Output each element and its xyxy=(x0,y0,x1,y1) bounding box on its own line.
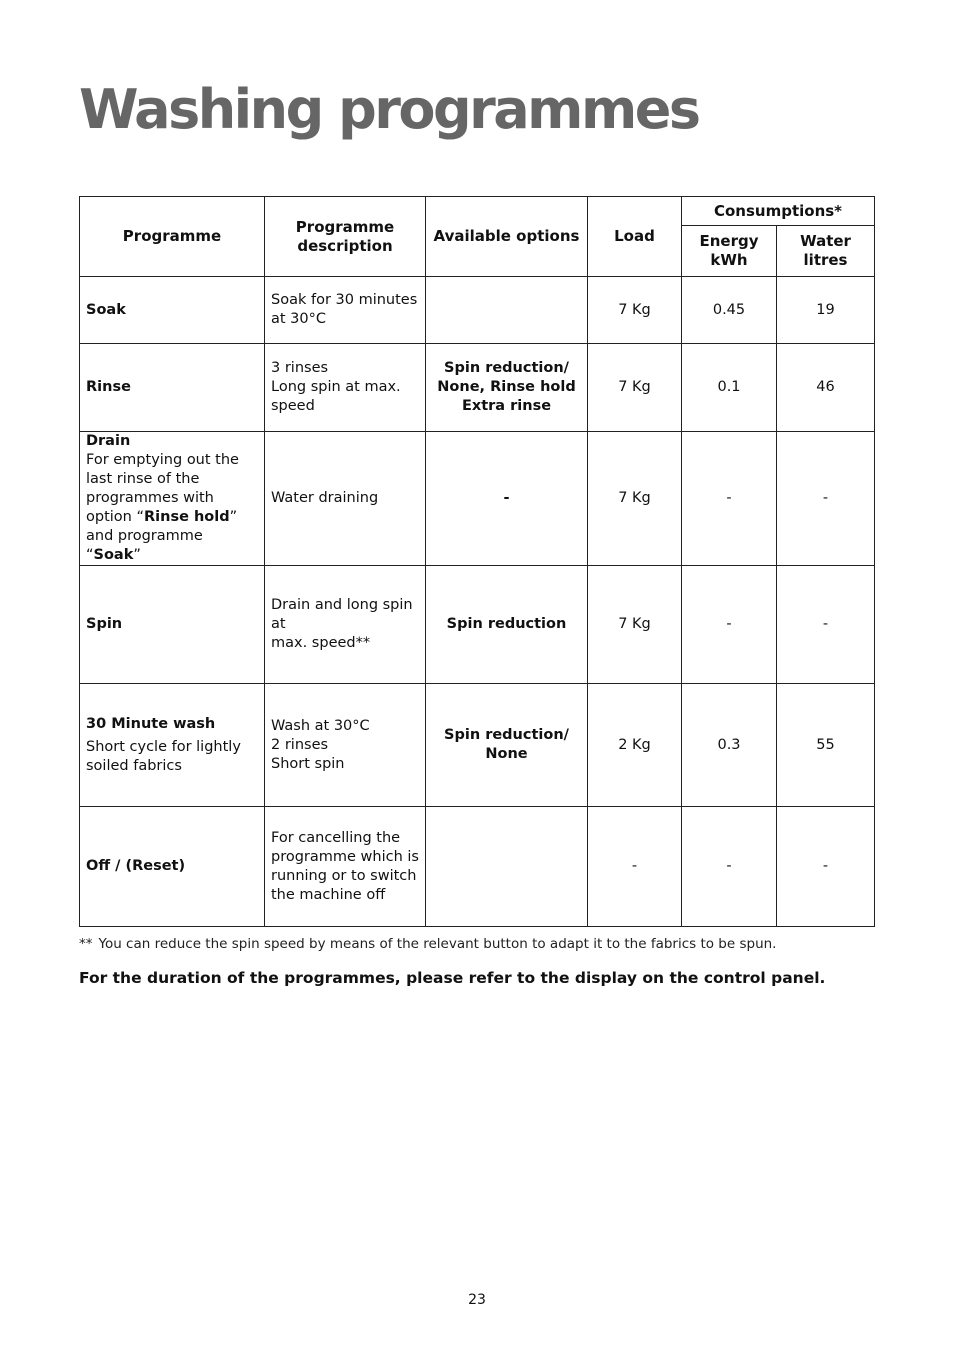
duration-note: For the duration of the programmes, please refer to the display on the control panel. xyxy=(79,969,826,987)
cell-load: 7 Kg xyxy=(588,432,682,566)
cell-load: 7 Kg xyxy=(588,277,682,344)
page-number: 23 xyxy=(468,1292,486,1308)
cell-load: - xyxy=(588,807,682,927)
header-consumptions: Consumptions* xyxy=(682,197,875,226)
header-programme: Programme xyxy=(80,197,265,277)
cell-programme: Rinse xyxy=(80,344,265,432)
cell-load: 2 Kg xyxy=(588,684,682,807)
cell-energy: 0.1 xyxy=(682,344,777,432)
cell-options: Spin reduction/ None xyxy=(426,684,588,807)
table-row xyxy=(80,807,875,927)
cell-water: - xyxy=(777,432,875,566)
cell-energy: - xyxy=(682,566,777,684)
header-options: Available options xyxy=(426,197,588,277)
header-water: Water litres xyxy=(777,226,875,277)
table-row xyxy=(80,277,875,344)
cell-options: Spin reduction xyxy=(426,566,588,684)
footnote-text: You can reduce the spin speed by means of the relevant button to adapt it to the fabrics to be spun. xyxy=(98,936,777,952)
page-title: Washing programmes xyxy=(79,78,699,141)
cell-water: 19 xyxy=(777,277,875,344)
table-row xyxy=(80,344,875,432)
cell-description: For cancelling the programme which is running or to switch the machine off xyxy=(265,807,426,927)
drain-note: For emptying out the last rinse of the programmes with option “Rinse hold” and programme “Soak” xyxy=(86,452,239,563)
cell-options: - xyxy=(426,432,588,566)
footnote-mark: ** xyxy=(79,936,93,952)
cell-energy: - xyxy=(682,432,777,566)
cell-options xyxy=(426,277,588,344)
cell-description: 3 rinses Long spin at max. speed xyxy=(265,344,426,432)
header-description: Programme description xyxy=(265,197,426,277)
cell-water: 55 xyxy=(777,684,875,807)
cell-description: Wash at 30°C 2 rinses Short spin xyxy=(265,684,426,807)
cell-programme: Spin xyxy=(80,566,265,684)
cell-load: 7 Kg xyxy=(588,566,682,684)
cell-energy: 0.45 xyxy=(682,277,777,344)
cell-water: - xyxy=(777,566,875,684)
programme-title: 30 Minute wash xyxy=(86,715,216,732)
cell-load: 7 Kg xyxy=(588,344,682,432)
cell-description: Drain and long spin at max. speed** xyxy=(265,566,426,684)
table-row xyxy=(80,566,875,684)
footnote xyxy=(79,936,879,952)
cell-options xyxy=(426,807,588,927)
cell-options: Spin reduction/ None, Rinse hold Extra rinse xyxy=(426,344,588,432)
cell-programme xyxy=(80,432,265,566)
cell-energy: 0.3 xyxy=(682,684,777,807)
cell-energy: - xyxy=(682,807,777,927)
programme-subtitle: Short cycle for lightly soiled fabrics xyxy=(86,738,241,774)
cell-programme: Soak xyxy=(80,277,265,344)
table-row xyxy=(80,432,875,566)
cell-description: Soak for 30 minutes at 30°C xyxy=(265,277,426,344)
drain-title: Drain xyxy=(86,433,131,449)
header-energy: Energy kWh xyxy=(682,226,777,277)
cell-water: 46 xyxy=(777,344,875,432)
cell-programme xyxy=(80,684,265,807)
cell-water: - xyxy=(777,807,875,927)
programmes-table xyxy=(79,196,875,927)
cell-programme: Off / (Reset) xyxy=(80,807,265,927)
cell-description: Water draining xyxy=(265,432,426,566)
header-load: Load xyxy=(588,197,682,277)
table-row xyxy=(80,684,875,807)
